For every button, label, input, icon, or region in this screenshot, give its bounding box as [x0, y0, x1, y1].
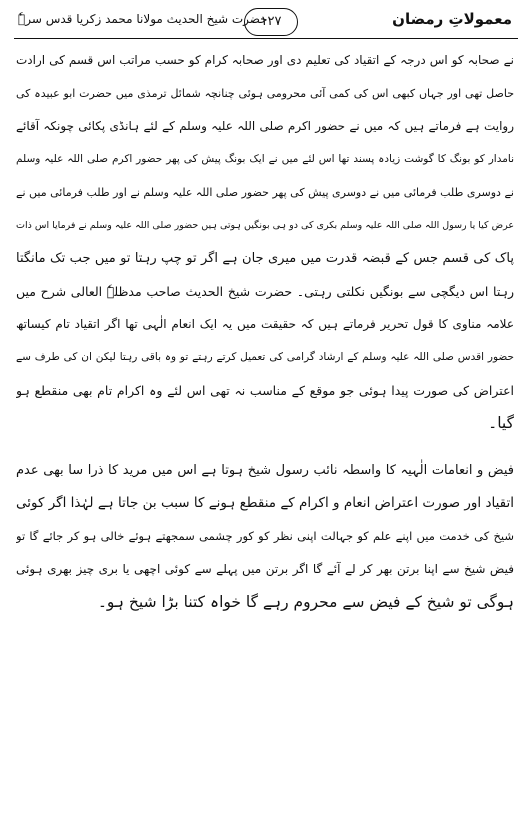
text-line: روایت ہے فرماتے ہیں کہ میں نے حضور اکرم صلی اللہ علیہ وسلم کے لئے ہانڈی پکائی چونکہ آقائے [16, 119, 514, 133]
text-line: نامدار کو بونگ کا گوشت زیادہ پسند تھا اس لئے میں نے ایک بونگ پیش کی پھر حضور اکرم صلی اللہ علیہ وسلم [16, 153, 514, 165]
text-line: اتقیاد اور صورت اعتراض انعام و اکرام کے منقطع ہونے کا سبب بن جاتا ہے لہٰذا اگر کوئی [16, 495, 514, 511]
text-line: علامہ مناوی کا قول تحریر فرماتے ہیں کہ حقیقت میں یہ ایک انعام الٰہی تھا اگر اتقیاد تام کیساتھ [16, 317, 514, 331]
text-line: فیض شیخ سے اپنا برتن بھر کر لے آئے گا اگر برتن میں پہلے سے کوئی اچھی یا بری چیز بھری ہوئی [16, 562, 514, 576]
paragraph-gap [16, 440, 514, 454]
text-line: حاصل تھی اور جہاں کبھی اس کی کمی آئی محرومی ہوئی چنانچہ شمائل ترمذی میں حضرت ابو عبیدہ کی [16, 87, 514, 100]
text-line: گیا۔ [488, 414, 514, 432]
text-line: اعتراض کی صورت پیدا ہوئی جو موقع کے مناسب نہ تھی اس لئے وہ اکرام تام بھی منقطع ہو [16, 383, 514, 398]
book-title: معمولاتِ رمضان [392, 10, 512, 28]
paragraph-1 [16, 44, 514, 440]
text-line: فیض و انعامات الٰہیہ کا واسطہ نائب رسول شیخ ہوتا ہے اس میں مرید کا ذرا سا بھی عدم [16, 463, 514, 478]
header-divider [14, 38, 518, 39]
body-text [16, 44, 514, 619]
page-number: ۱۲۷ [244, 8, 298, 36]
paragraph-2 [16, 454, 514, 619]
text-line: پاک کی قسم جس کے قبضہ قدرت میں میری جان ہے اگر تو چپ رہتا تو میں جب تک مانگتا [16, 251, 514, 266]
page-header [8, 6, 522, 46]
author-line: حضرت شیخ الحدیث مولانا محمد زکریا قدس سرہٗ [18, 12, 268, 26]
text-line: نے دوسری طلب فرمائی میں نے دوسری پیش کی پھر حضور صلی اللہ علیہ وسلم نے اور طلب فرمائی میں نے [16, 186, 514, 199]
text-line: نے صحابہ کو اس درجہ کے اتقیاد کی تعلیم دی اور صحابہ کرام کو حسب مراتب اس قسم کی ارادت [16, 53, 514, 67]
text-line: عرض کیا یا رسول اللہ صلی اللہ علیہ وسلم بکری کی دو ہی بونگیں ہوتی ہیں حضور صلی اللہ علیہ وسلم نے فرمایا اس ذات [16, 220, 514, 231]
text-line: شیخ کی خدمت میں اپنے علم کو جہالت اپنی نظر کو کور چشمی سمجھتے ہوئے خالی ہو کر جائے گا تو [16, 529, 514, 543]
text-line: ہوگی تو شیخ کے فیض سے محروم رہے گا خواہ کتنا بڑا شیخ ہو۔ [97, 593, 514, 611]
text-line: حضور اقدس صلی اللہ علیہ وسلم کے ارشاد گرامی کی تعمیل کرتے رہتے تو وہ باقی رہتا لیکن ان کی طرف سے [16, 351, 514, 363]
text-line: رہتا اس دیگچی سے بونگیں نکلتی رہتی۔ حضرت شیخ الحدیث صاحب مدظلہٗ العالی شرح میں [16, 284, 514, 299]
